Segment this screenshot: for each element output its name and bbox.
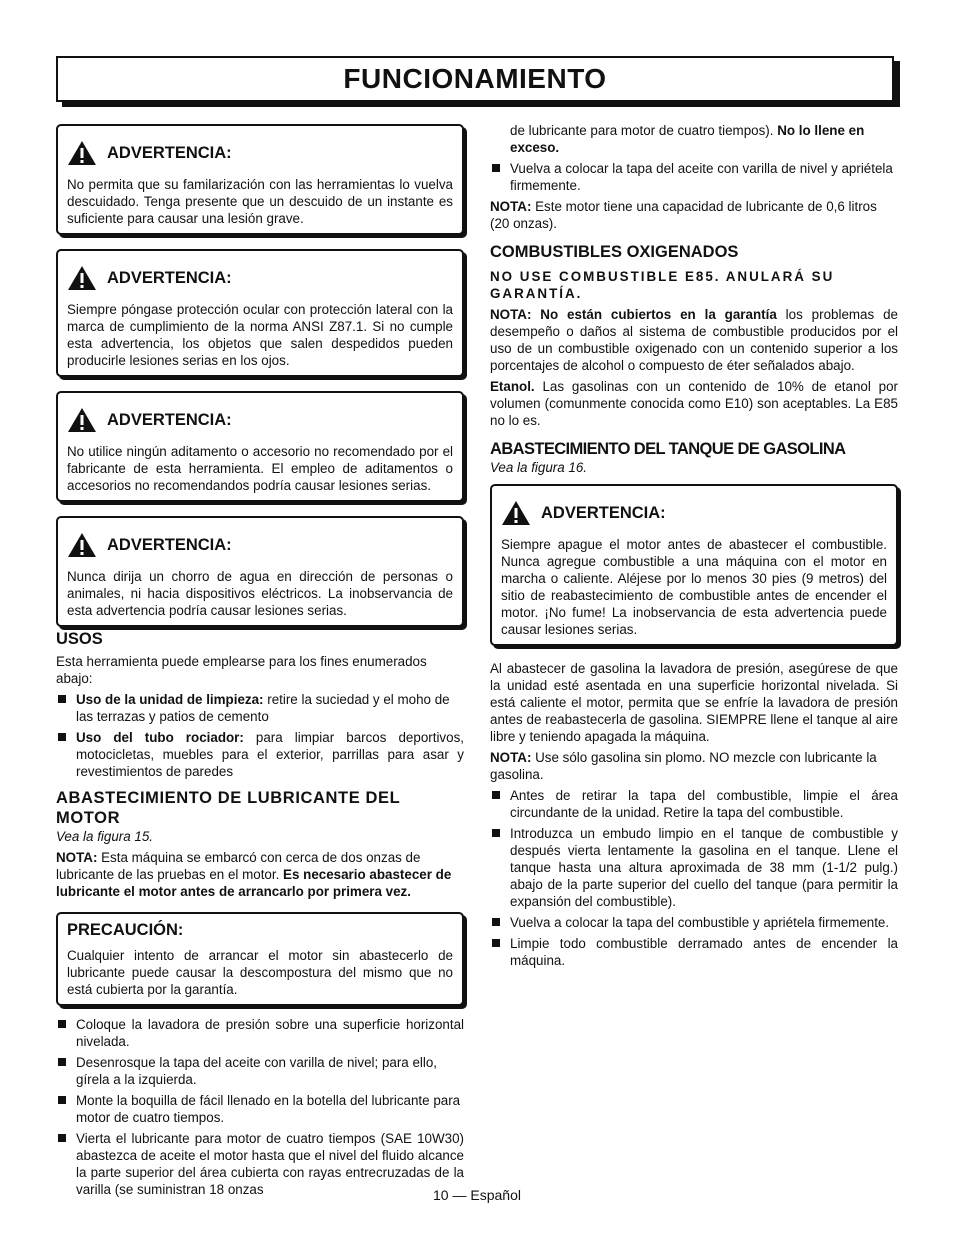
list-item: Monte la boquilla de fácil llenado en la botella del lubricante para motor de cuatro tiempos.	[56, 1092, 464, 1126]
page-title: FUNCIONAMIENTO	[343, 63, 607, 94]
list-item: Vuelva a colocar la tapa del aceite con varilla de nivel y apriétela firmemente.	[490, 160, 898, 194]
warning-triangle-icon	[67, 407, 97, 433]
warning-triangle-icon	[501, 500, 531, 526]
etanol-paragraph: Etanol. Las gasolinas con un contenido de 10% de etanol por volumen (comunmente conocida como E10) son aceptables. La E85 no lo es.	[490, 379, 898, 428]
warning-text: No utilice ningún aditamento o accesorio no recomendado por el fabricante de esta herramienta. El empleo de aditamentos o accesorios no recomendandos podría causar lesiones serias.	[67, 444, 453, 493]
caution-label: PRECAUCIÓN:	[67, 921, 184, 939]
warning-box	[56, 124, 464, 235]
warning-label: ADVERTENCIA:	[107, 535, 232, 554]
warning-label: ADVERTENCIA:	[541, 503, 666, 522]
right-column	[490, 122, 898, 973]
warning-box	[56, 516, 464, 627]
lubricante-heading: ABASTECIMIENTO DE LUBRICANTE DEL MOTOR	[56, 789, 401, 827]
step-list-continued	[490, 160, 898, 194]
e85-warning: NO USE COMBUSTIBLE E85. ANULARÁ SU GARANTÍA.	[490, 269, 835, 301]
warning-label: ADVERTENCIA:	[107, 143, 232, 162]
list-item: Desenrosque la tapa del aceite con varilla de nivel; para ello, gírela a la izquierda.	[56, 1054, 464, 1088]
usos-list	[56, 691, 464, 780]
warning-text: Siempre apague el motor antes de abastecer el combustible. Nunca agregue combustible a una máquina con el motor en marcha o caliente. Aléjese por lo menos 30 pies (9 metros) del sitio de reabastecimiento de combustible antes de encender el motor. ¡No fume! La inobservancia de esta advertencia puede causar lesiones serias.	[501, 537, 887, 637]
page-title-box	[56, 56, 894, 102]
left-column	[56, 124, 464, 1202]
oxigenados-heading: COMBUSTIBLES OXIGENADOS	[490, 243, 739, 261]
warning-box	[56, 249, 464, 377]
list-item: Limpie todo combustible derramado antes de encender la máquina.	[490, 935, 898, 969]
warning-text: No permita que su familarización con las herramientas lo vuelva descuidado. Tenga presente que un descuido de un instante es suficiente para causar una lesión grave.	[67, 177, 453, 226]
page-footer: 10 — Español	[433, 1187, 521, 1203]
caution-text: Cualquier intento de arrancar el motor sin abastecerlo de lubricante puede causar la descompostura del mismo que no está cubierta por la garantía.	[67, 948, 453, 997]
capacity-note: NOTA: Este motor tiene una capacidad de lubricante de 0,6 litros (20 onzas).	[490, 199, 877, 231]
figure-reference: Vea la figura 15.	[56, 829, 154, 844]
warning-box	[56, 391, 464, 502]
warning-label: ADVERTENCIA:	[107, 268, 232, 287]
tanque-steps	[490, 787, 898, 969]
warning-label: ADVERTENCIA:	[107, 410, 232, 429]
list-item: Coloque la lavadora de presión sobre una superficie horizontal nivelada.	[56, 1016, 464, 1050]
list-item: Uso de la unidad de limpieza: retire la suciedad y el moho de las terrazas y patios de cemento	[56, 691, 464, 725]
oxigenados-note: NOTA: No están cubiertos en la garantía los problemas de desempeño o daños al sistema de combustible producidos por el uso de un combustible oxigenado con un contenido superior a los porcentajes de alcohol o compuesto de éter señalados abajo.	[490, 307, 898, 373]
lubricante-steps	[56, 1016, 464, 1198]
warning-text: Nunca dirija un chorro de agua en dirección de personas o animales, ni hacia dispositivos eléctricos. La inobservancia de esta advertencia podría causar lesiones serias.	[67, 569, 453, 618]
tanque-heading: ABASTECIMIENTO DEL TANQUE DE GASOLINA	[490, 440, 846, 458]
step-continuation: de lubricante para motor de cuatro tiempos). No lo llene en exceso.	[510, 123, 865, 155]
figure-reference: Vea la figura 16.	[490, 460, 588, 475]
list-item: Uso del tubo rociador: para limpiar barcos deportivos, motocicletas, muebles para el exterior, parrillas para asar y revestimientos de paredes	[56, 729, 464, 780]
gasolina-note: NOTA: Use sólo gasolina sin plomo. NO mezcle con lubricante la gasolina.	[490, 750, 877, 782]
caution-box	[56, 912, 464, 1006]
warning-triangle-icon	[67, 140, 97, 166]
tanque-paragraph: Al abastecer de gasolina la lavadora de presión, asegúrese de que la unidad esté asentada en una superficie horizontal nivelada. Si está caliente el motor, permita que se enfríe la lavadora de presión antes de reabastecerla de gasolina. SIEMPRE llene el tanque al aire libre y teniendo apagada la máquina.	[490, 661, 898, 744]
list-item: Antes de retirar la tapa del combustible, limpie el área circundante de la unidad. Retire la tapa del combustible.	[490, 787, 898, 821]
warning-triangle-icon	[67, 532, 97, 558]
list-item: Introduzca un embudo limpio en el tanque de combustible y después vierta lentamente la gasolina en el tanque. Llene el tanque hasta una altura aproximada de 38 mm (1-1/2 pulg.) abajo de la parte superior del cuello del tanque (para permitir la expansión del combustible).	[490, 825, 898, 910]
lubricante-note: NOTA: Esta máquina se embarcó con cerca de dos onzas de lubricante de las pruebas en el motor. Es necesario abastecer de lubricante el motor antes de arrancarlo por primera vez.	[56, 850, 452, 899]
list-item: Vierta el lubricante para motor de cuatro tiempos (SAE 10W30) abastezca de aceite el motor hasta que el nivel del fluido alcance la parte superior del área cubierta con rayas entrecruzadas de la varilla (se suministran 18 onzas	[56, 1130, 464, 1198]
usos-heading: USOS	[56, 630, 103, 648]
warning-text: Siempre póngase protección ocular con protección lateral con la marca de cumplimiento de la norma ANSI Z87.1. Si no cumple esta advertencia, los objetos que salen despedidos pueden producirle lesiones serias en los ojos.	[67, 302, 453, 368]
warning-triangle-icon	[67, 265, 97, 291]
usos-intro: Esta herramienta puede emplearse para los fines enumerados abajo:	[56, 654, 427, 686]
warning-box	[490, 484, 898, 646]
list-item: Vuelva a colocar la tapa del combustible y apriétela firmemente.	[490, 914, 898, 931]
